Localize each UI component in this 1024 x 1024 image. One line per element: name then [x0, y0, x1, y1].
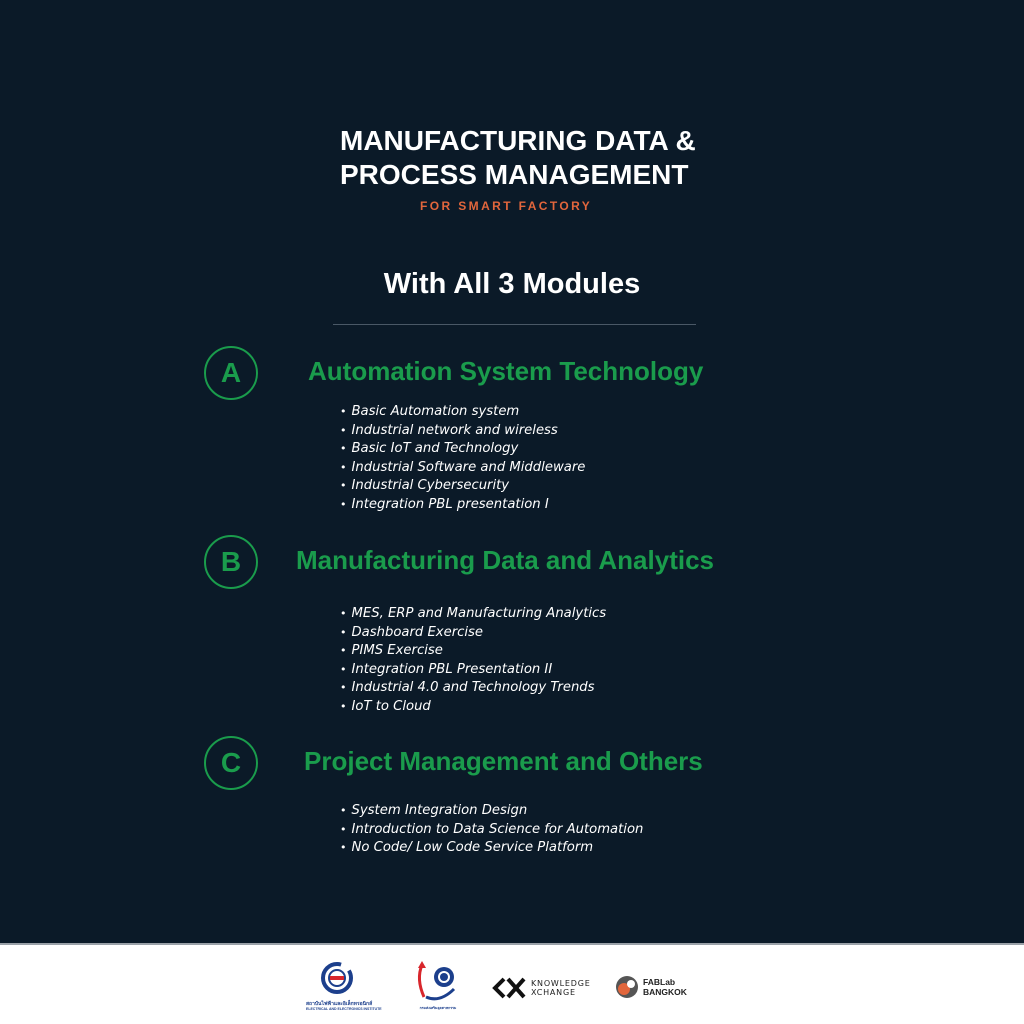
modules-heading: With All 3 Modules — [383, 268, 641, 300]
list-item: • Basic Automation system — [340, 403, 585, 422]
dip-emblem-icon — [410, 959, 466, 1001]
eei-caption-th: สถาบันไฟฟ้าและอิเล็กทรอนิกส์ — [306, 1001, 373, 1007]
eei-caption-en: ELECTRICAL AND ELECTRONICS INSTITUTE — [306, 1007, 382, 1011]
list-item: • Dashboard Exercise — [340, 624, 606, 643]
list-item: • No Code/ Low Code Service Platform — [340, 839, 643, 858]
list-item: • IoT to Cloud — [340, 698, 606, 717]
fablab-line-2: BANGKOK — [643, 987, 687, 997]
page-subtitle: FOR SMART FACTORY — [420, 199, 593, 213]
title-line-2: PROCESS MANAGEMENT — [340, 159, 689, 190]
list-item: • Industrial network and wireless — [340, 422, 585, 441]
divider — [333, 324, 696, 325]
fablab-emblem-icon — [615, 975, 639, 999]
eei-emblem-icon — [306, 961, 368, 997]
kx-emblem-icon — [492, 977, 528, 999]
list-item: • Integration PBL presentation I — [340, 496, 585, 515]
list-item: • System Integration Design — [340, 802, 643, 821]
module-a-badge: A — [204, 346, 258, 400]
list-item: • Industrial Software and Middleware — [340, 459, 585, 478]
module-b-title: Manufacturing Data and Analytics — [296, 545, 714, 575]
electrical-and-electronics-institute-logo — [306, 961, 382, 1012]
module-a-title: Automation System Technology — [308, 356, 704, 386]
list-item: • PIMS Exercise — [340, 642, 606, 661]
fablab-line-1: FABLab — [643, 977, 676, 987]
list-item: • MES, ERP and Manufacturing Analytics — [340, 605, 606, 624]
module-c-badge: C — [204, 736, 258, 790]
knowledge-xchange-logo — [492, 977, 591, 999]
kx-line-2: XCHANGE — [531, 988, 576, 997]
list-item: • Industrial 4.0 and Technology Trends — [340, 679, 606, 698]
module-c-title: Project Management and Others — [304, 746, 703, 776]
dip-caption-th: กรมส่งเสริมอุตสาหกรรม — [419, 1006, 457, 1010]
module-c-list — [340, 802, 643, 858]
module-b-list — [340, 605, 606, 716]
module-b-badge: B — [204, 535, 258, 589]
list-item: • Basic IoT and Technology — [340, 440, 585, 459]
page-title — [340, 124, 696, 192]
list-item: • Introduction to Data Science for Automation — [340, 821, 643, 840]
list-item: • Industrial Cybersecurity — [340, 477, 585, 496]
department-of-industrial-promotion-logo — [410, 959, 466, 1011]
kx-line-1: KNOWLEDGE — [531, 979, 591, 988]
fablab-bangkok-logo — [615, 975, 687, 999]
list-item: • Integration PBL Presentation II — [340, 661, 606, 680]
title-line-1: MANUFACTURING DATA & — [340, 125, 696, 156]
footer-logos — [0, 943, 1024, 1024]
module-a-list — [340, 403, 585, 514]
